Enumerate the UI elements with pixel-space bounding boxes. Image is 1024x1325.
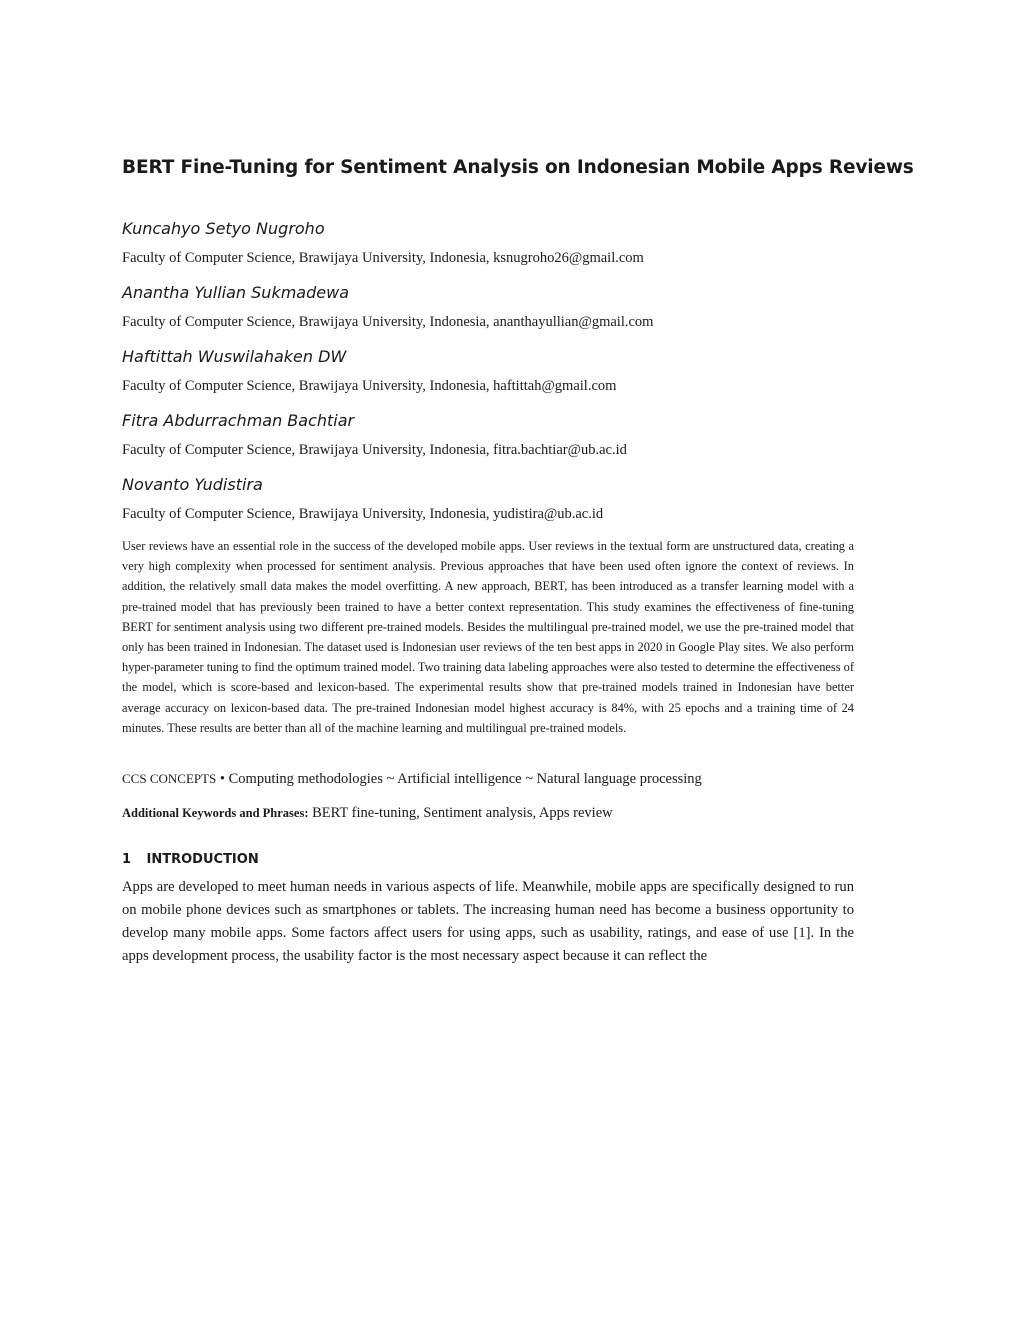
section-heading	[122, 849, 854, 871]
ccs-label: CCS CONCEPTS	[122, 771, 217, 786]
author-list	[122, 216, 854, 536]
author-name: Novanto Yudistira	[122, 475, 263, 494]
author-block	[122, 280, 854, 344]
author-affiliation: Faculty of Computer Science, Brawijaya University, Indonesia, fitra.bachtiar@ub.ac.id	[122, 442, 627, 458]
ccs-text: Computing methodologies ~ Artificial intelligence ~ Natural language processing	[228, 771, 702, 787]
author-affiliation: Faculty of Computer Science, Brawijaya University, Indonesia, ananthayullian@gmail.com	[122, 314, 654, 330]
author-name: Haftittah Wuswilahaken DW	[122, 347, 347, 366]
author-affiliation: Faculty of Computer Science, Brawijaya University, Indonesia, yudistira@ub.ac.id	[122, 506, 604, 522]
introduction-paragraph: Apps are developed to meet human needs in various aspects of life. Meanwhile, mobile apps are specifically designed to run on mobile phone devices such as smartphones or tablets. The increasing human need has become a business opportunity to develop many mobile apps. Some factors affect users for using apps, such as usability, ratings, and ease of use [1]. In the apps development process, the usability factor is the most necessary aspect because it can reflect the	[122, 879, 854, 964]
keywords-label: Additional Keywords and Phrases:	[122, 806, 309, 820]
ccs-concepts	[122, 768, 854, 790]
section-title: INTRODUCTION	[146, 852, 259, 867]
author-name: Kuncahyo Setyo Nugroho	[122, 219, 325, 238]
paper-title: BERT Fine-Tuning for Sentiment Analysis on Indonesian Mobile Apps Reviews	[122, 157, 914, 178]
author-block	[122, 344, 854, 408]
section-number: 1	[122, 852, 132, 867]
ccs-bullet: •	[219, 771, 225, 787]
author-name: Fitra Abdurrachman Bachtiar	[122, 411, 355, 430]
author-affiliation: Faculty of Computer Science, Brawijaya University, Indonesia, ksnugroho26@gmail.com	[122, 250, 644, 266]
keywords-text: BERT fine-tuning, Sentiment analysis, Apps review	[312, 805, 613, 821]
author-name: Anantha Yullian Sukmadewa	[122, 283, 349, 302]
abstract: User reviews have an essential role in the success of the developed mobile apps. User reviews in the textual form are unstructured data, creating a very high complexity when processed for sentiment analysis. Previous approaches that have been used often ignore the context of reviews. In addition, the relatively small data makes the model overfitting. A new approach, BERT, has been introduced as a transfer learning model with a pre-trained model that has previously been trained to have a better context representation. This study examines the effectiveness of fine-tuning BERT for sentiment analysis using two different pre-trained models. Besides the multilingual pre-trained model, we use the pre-trained model that only has been trained in Indonesian. The dataset used is Indonesian user reviews of the ten best apps in 2020 in Google Play sites. We also perform hyper-parameter tuning to find the optimum trained model. Two training data labeling approaches were also tested to determine the effectiveness of the model, which is score-based and lexicon-based. The experimental results show that pre-trained models trained in Indonesian have better average accuracy on lexicon-based data. The pre-trained Indonesian model highest accuracy is 84%, with 25 epochs and a training time of 24 minutes. These results are better than all of the machine learning and multilingual pre-trained models.	[122, 539, 854, 735]
author-block	[122, 216, 854, 280]
author-block	[122, 472, 854, 536]
author-affiliation: Faculty of Computer Science, Brawijaya University, Indonesia, haftittah@gmail.com	[122, 378, 617, 394]
author-block	[122, 408, 854, 472]
keywords	[122, 802, 854, 824]
